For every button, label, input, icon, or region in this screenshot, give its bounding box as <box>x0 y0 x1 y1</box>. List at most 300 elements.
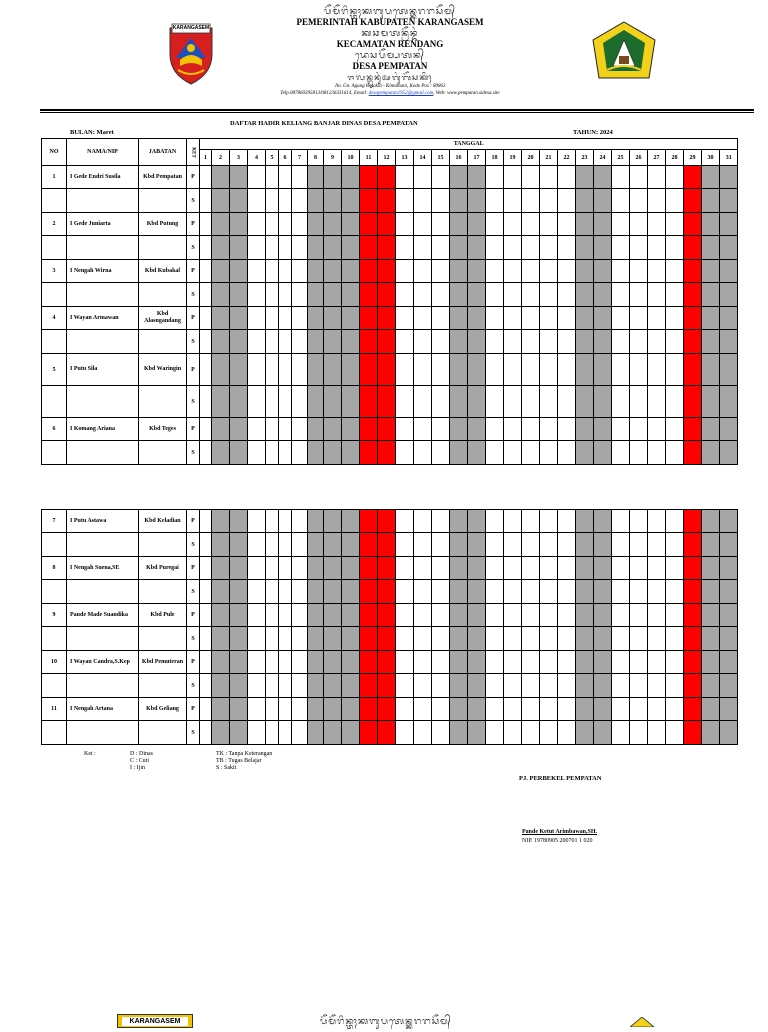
day-cell[interactable] <box>684 236 702 260</box>
day-cell[interactable] <box>360 189 378 213</box>
day-cell[interactable] <box>308 330 324 354</box>
day-cell[interactable] <box>308 721 324 745</box>
day-cell[interactable] <box>504 213 522 236</box>
day-cell[interactable] <box>266 283 279 307</box>
day-cell[interactable] <box>200 283 212 307</box>
day-cell[interactable] <box>292 557 308 580</box>
day-cell[interactable] <box>612 441 630 465</box>
day-cell[interactable] <box>378 533 396 557</box>
day-cell[interactable] <box>360 236 378 260</box>
day-cell[interactable] <box>522 533 540 557</box>
day-cell[interactable] <box>468 189 486 213</box>
day-cell[interactable] <box>702 189 720 213</box>
day-cell[interactable] <box>720 557 738 580</box>
day-cell[interactable] <box>414 283 432 307</box>
day-cell[interactable] <box>504 721 522 745</box>
day-cell[interactable] <box>279 330 292 354</box>
day-cell[interactable] <box>558 260 576 283</box>
day-cell[interactable] <box>630 189 648 213</box>
day-cell[interactable] <box>468 260 486 283</box>
day-cell[interactable] <box>576 441 594 465</box>
day-cell[interactable] <box>292 330 308 354</box>
day-cell[interactable] <box>230 698 248 721</box>
day-cell[interactable] <box>450 510 468 533</box>
day-cell[interactable] <box>720 213 738 236</box>
day-cell[interactable] <box>468 674 486 698</box>
day-cell[interactable] <box>486 189 504 213</box>
day-cell[interactable] <box>522 557 540 580</box>
day-cell[interactable] <box>504 580 522 604</box>
day-cell[interactable] <box>486 418 504 441</box>
day-cell[interactable] <box>212 510 230 533</box>
day-cell[interactable] <box>504 604 522 627</box>
day-cell[interactable] <box>576 580 594 604</box>
day-cell[interactable] <box>308 213 324 236</box>
day-cell[interactable] <box>684 604 702 627</box>
day-cell[interactable] <box>308 418 324 441</box>
day-cell[interactable] <box>648 213 666 236</box>
day-cell[interactable] <box>468 533 486 557</box>
day-cell[interactable] <box>612 283 630 307</box>
day-cell[interactable] <box>360 386 378 418</box>
day-cell[interactable] <box>666 330 684 354</box>
day-cell[interactable] <box>540 580 558 604</box>
day-cell[interactable] <box>576 651 594 674</box>
day-cell[interactable] <box>684 330 702 354</box>
day-cell[interactable] <box>594 533 612 557</box>
day-cell[interactable] <box>486 580 504 604</box>
day-cell[interactable] <box>324 674 342 698</box>
day-cell[interactable] <box>266 698 279 721</box>
day-cell[interactable] <box>666 651 684 674</box>
day-cell[interactable] <box>450 213 468 236</box>
day-cell[interactable] <box>504 166 522 189</box>
day-cell[interactable] <box>612 213 630 236</box>
day-cell[interactable] <box>666 418 684 441</box>
day-cell[interactable] <box>702 236 720 260</box>
day-cell[interactable] <box>414 698 432 721</box>
day-cell[interactable] <box>522 260 540 283</box>
day-cell[interactable] <box>594 698 612 721</box>
day-cell[interactable] <box>200 386 212 418</box>
day-cell[interactable] <box>378 721 396 745</box>
day-cell[interactable] <box>468 307 486 330</box>
day-cell[interactable] <box>558 386 576 418</box>
day-cell[interactable] <box>468 386 486 418</box>
day-cell[interactable] <box>468 698 486 721</box>
day-cell[interactable] <box>450 627 468 651</box>
day-cell[interactable] <box>292 721 308 745</box>
day-cell[interactable] <box>468 236 486 260</box>
day-cell[interactable] <box>486 283 504 307</box>
day-cell[interactable] <box>360 354 378 386</box>
day-cell[interactable] <box>450 698 468 721</box>
day-cell[interactable] <box>200 307 212 330</box>
day-cell[interactable] <box>432 604 450 627</box>
day-cell[interactable] <box>666 166 684 189</box>
day-cell[interactable] <box>324 651 342 674</box>
day-cell[interactable] <box>212 330 230 354</box>
day-cell[interactable] <box>594 604 612 627</box>
day-cell[interactable] <box>200 698 212 721</box>
day-cell[interactable] <box>279 386 292 418</box>
day-cell[interactable] <box>522 604 540 627</box>
day-cell[interactable] <box>266 510 279 533</box>
day-cell[interactable] <box>212 236 230 260</box>
day-cell[interactable] <box>308 166 324 189</box>
day-cell[interactable] <box>266 418 279 441</box>
day-cell[interactable] <box>230 213 248 236</box>
day-cell[interactable] <box>630 721 648 745</box>
day-cell[interactable] <box>594 651 612 674</box>
day-cell[interactable] <box>468 510 486 533</box>
day-cell[interactable] <box>378 307 396 330</box>
day-cell[interactable] <box>522 418 540 441</box>
day-cell[interactable] <box>594 166 612 189</box>
day-cell[interactable] <box>342 441 360 465</box>
day-cell[interactable] <box>486 330 504 354</box>
day-cell[interactable] <box>486 260 504 283</box>
day-cell[interactable] <box>684 307 702 330</box>
day-cell[interactable] <box>248 189 266 213</box>
day-cell[interactable] <box>684 283 702 307</box>
day-cell[interactable] <box>468 213 486 236</box>
day-cell[interactable] <box>279 260 292 283</box>
day-cell[interactable] <box>450 166 468 189</box>
day-cell[interactable] <box>558 604 576 627</box>
day-cell[interactable] <box>414 674 432 698</box>
day-cell[interactable] <box>702 418 720 441</box>
day-cell[interactable] <box>450 236 468 260</box>
day-cell[interactable] <box>292 674 308 698</box>
day-cell[interactable] <box>200 721 212 745</box>
day-cell[interactable] <box>266 580 279 604</box>
day-cell[interactable] <box>558 307 576 330</box>
day-cell[interactable] <box>594 721 612 745</box>
day-cell[interactable] <box>540 627 558 651</box>
day-cell[interactable] <box>360 580 378 604</box>
day-cell[interactable] <box>702 386 720 418</box>
day-cell[interactable] <box>279 166 292 189</box>
day-cell[interactable] <box>432 580 450 604</box>
day-cell[interactable] <box>630 441 648 465</box>
day-cell[interactable] <box>648 166 666 189</box>
day-cell[interactable] <box>279 604 292 627</box>
day-cell[interactable] <box>576 213 594 236</box>
day-cell[interactable] <box>266 674 279 698</box>
day-cell[interactable] <box>684 166 702 189</box>
day-cell[interactable] <box>504 354 522 386</box>
day-cell[interactable] <box>266 721 279 745</box>
day-cell[interactable] <box>576 283 594 307</box>
day-cell[interactable] <box>248 721 266 745</box>
day-cell[interactable] <box>266 604 279 627</box>
day-cell[interactable] <box>212 533 230 557</box>
day-cell[interactable] <box>432 441 450 465</box>
day-cell[interactable] <box>702 651 720 674</box>
day-cell[interactable] <box>684 386 702 418</box>
day-cell[interactable] <box>666 604 684 627</box>
day-cell[interactable] <box>630 236 648 260</box>
day-cell[interactable] <box>342 533 360 557</box>
day-cell[interactable] <box>308 698 324 721</box>
day-cell[interactable] <box>308 386 324 418</box>
day-cell[interactable] <box>212 354 230 386</box>
day-cell[interactable] <box>396 260 414 283</box>
day-cell[interactable] <box>230 580 248 604</box>
day-cell[interactable] <box>308 260 324 283</box>
day-cell[interactable] <box>684 189 702 213</box>
day-cell[interactable] <box>200 627 212 651</box>
day-cell[interactable] <box>648 627 666 651</box>
day-cell[interactable] <box>468 580 486 604</box>
day-cell[interactable] <box>720 721 738 745</box>
day-cell[interactable] <box>630 580 648 604</box>
day-cell[interactable] <box>720 698 738 721</box>
day-cell[interactable] <box>212 386 230 418</box>
day-cell[interactable] <box>576 510 594 533</box>
day-cell[interactable] <box>684 213 702 236</box>
day-cell[interactable] <box>360 627 378 651</box>
day-cell[interactable] <box>360 330 378 354</box>
day-cell[interactable] <box>666 533 684 557</box>
day-cell[interactable] <box>594 189 612 213</box>
day-cell[interactable] <box>702 510 720 533</box>
day-cell[interactable] <box>648 651 666 674</box>
day-cell[interactable] <box>486 386 504 418</box>
day-cell[interactable] <box>360 441 378 465</box>
day-cell[interactable] <box>432 557 450 580</box>
day-cell[interactable] <box>648 698 666 721</box>
day-cell[interactable] <box>308 651 324 674</box>
day-cell[interactable] <box>342 627 360 651</box>
day-cell[interactable] <box>468 354 486 386</box>
day-cell[interactable] <box>468 721 486 745</box>
day-cell[interactable] <box>648 604 666 627</box>
day-cell[interactable] <box>450 580 468 604</box>
day-cell[interactable] <box>266 386 279 418</box>
day-cell[interactable] <box>522 330 540 354</box>
day-cell[interactable] <box>612 510 630 533</box>
day-cell[interactable] <box>612 533 630 557</box>
day-cell[interactable] <box>486 354 504 386</box>
day-cell[interactable] <box>450 386 468 418</box>
day-cell[interactable] <box>266 557 279 580</box>
day-cell[interactable] <box>248 580 266 604</box>
day-cell[interactable] <box>720 651 738 674</box>
day-cell[interactable] <box>612 651 630 674</box>
day-cell[interactable] <box>378 283 396 307</box>
day-cell[interactable] <box>378 189 396 213</box>
day-cell[interactable] <box>308 580 324 604</box>
day-cell[interactable] <box>292 418 308 441</box>
day-cell[interactable] <box>522 213 540 236</box>
day-cell[interactable] <box>248 674 266 698</box>
day-cell[interactable] <box>558 330 576 354</box>
day-cell[interactable] <box>324 627 342 651</box>
day-cell[interactable] <box>486 627 504 651</box>
day-cell[interactable] <box>468 166 486 189</box>
day-cell[interactable] <box>468 283 486 307</box>
day-cell[interactable] <box>342 354 360 386</box>
day-cell[interactable] <box>396 166 414 189</box>
day-cell[interactable] <box>612 627 630 651</box>
day-cell[interactable] <box>720 418 738 441</box>
day-cell[interactable] <box>450 604 468 627</box>
day-cell[interactable] <box>558 418 576 441</box>
day-cell[interactable] <box>558 533 576 557</box>
day-cell[interactable] <box>308 533 324 557</box>
day-cell[interactable] <box>324 386 342 418</box>
day-cell[interactable] <box>292 533 308 557</box>
day-cell[interactable] <box>720 510 738 533</box>
day-cell[interactable] <box>324 330 342 354</box>
day-cell[interactable] <box>212 189 230 213</box>
day-cell[interactable] <box>432 651 450 674</box>
day-cell[interactable] <box>396 627 414 651</box>
day-cell[interactable] <box>666 441 684 465</box>
day-cell[interactable] <box>666 674 684 698</box>
day-cell[interactable] <box>558 651 576 674</box>
day-cell[interactable] <box>396 283 414 307</box>
day-cell[interactable] <box>396 236 414 260</box>
day-cell[interactable] <box>212 627 230 651</box>
day-cell[interactable] <box>378 441 396 465</box>
day-cell[interactable] <box>292 627 308 651</box>
day-cell[interactable] <box>540 533 558 557</box>
day-cell[interactable] <box>248 213 266 236</box>
day-cell[interactable] <box>648 307 666 330</box>
day-cell[interactable] <box>432 510 450 533</box>
day-cell[interactable] <box>292 386 308 418</box>
day-cell[interactable] <box>266 166 279 189</box>
day-cell[interactable] <box>230 166 248 189</box>
day-cell[interactable] <box>540 698 558 721</box>
day-cell[interactable] <box>396 213 414 236</box>
day-cell[interactable] <box>360 510 378 533</box>
day-cell[interactable] <box>576 236 594 260</box>
day-cell[interactable] <box>200 166 212 189</box>
day-cell[interactable] <box>308 510 324 533</box>
day-cell[interactable] <box>504 441 522 465</box>
day-cell[interactable] <box>432 236 450 260</box>
day-cell[interactable] <box>342 213 360 236</box>
day-cell[interactable] <box>378 418 396 441</box>
day-cell[interactable] <box>342 580 360 604</box>
day-cell[interactable] <box>230 510 248 533</box>
day-cell[interactable] <box>414 557 432 580</box>
day-cell[interactable] <box>540 189 558 213</box>
day-cell[interactable] <box>266 354 279 386</box>
day-cell[interactable] <box>666 698 684 721</box>
day-cell[interactable] <box>702 721 720 745</box>
day-cell[interactable] <box>666 189 684 213</box>
day-cell[interactable] <box>576 557 594 580</box>
day-cell[interactable] <box>432 189 450 213</box>
day-cell[interactable] <box>504 510 522 533</box>
day-cell[interactable] <box>342 386 360 418</box>
day-cell[interactable] <box>630 213 648 236</box>
day-cell[interactable] <box>522 236 540 260</box>
day-cell[interactable] <box>279 557 292 580</box>
day-cell[interactable] <box>378 674 396 698</box>
day-cell[interactable] <box>648 236 666 260</box>
day-cell[interactable] <box>612 674 630 698</box>
day-cell[interactable] <box>279 510 292 533</box>
day-cell[interactable] <box>450 283 468 307</box>
day-cell[interactable] <box>702 604 720 627</box>
day-cell[interactable] <box>720 189 738 213</box>
day-cell[interactable] <box>212 604 230 627</box>
day-cell[interactable] <box>612 307 630 330</box>
day-cell[interactable] <box>684 674 702 698</box>
day-cell[interactable] <box>702 260 720 283</box>
day-cell[interactable] <box>360 721 378 745</box>
day-cell[interactable] <box>612 418 630 441</box>
day-cell[interactable] <box>324 698 342 721</box>
day-cell[interactable] <box>292 236 308 260</box>
day-cell[interactable] <box>396 330 414 354</box>
day-cell[interactable] <box>612 698 630 721</box>
day-cell[interactable] <box>720 386 738 418</box>
day-cell[interactable] <box>432 627 450 651</box>
day-cell[interactable] <box>212 260 230 283</box>
day-cell[interactable] <box>450 533 468 557</box>
day-cell[interactable] <box>230 533 248 557</box>
day-cell[interactable] <box>504 307 522 330</box>
day-cell[interactable] <box>612 354 630 386</box>
day-cell[interactable] <box>558 674 576 698</box>
day-cell[interactable] <box>248 307 266 330</box>
day-cell[interactable] <box>594 557 612 580</box>
day-cell[interactable] <box>612 721 630 745</box>
day-cell[interactable] <box>396 189 414 213</box>
day-cell[interactable] <box>414 604 432 627</box>
day-cell[interactable] <box>432 330 450 354</box>
day-cell[interactable] <box>522 386 540 418</box>
day-cell[interactable] <box>360 166 378 189</box>
day-cell[interactable] <box>504 533 522 557</box>
day-cell[interactable] <box>230 189 248 213</box>
day-cell[interactable] <box>648 533 666 557</box>
day-cell[interactable] <box>594 510 612 533</box>
day-cell[interactable] <box>504 651 522 674</box>
day-cell[interactable] <box>266 533 279 557</box>
day-cell[interactable] <box>486 651 504 674</box>
day-cell[interactable] <box>522 307 540 330</box>
day-cell[interactable] <box>200 330 212 354</box>
day-cell[interactable] <box>212 418 230 441</box>
day-cell[interactable] <box>522 189 540 213</box>
day-cell[interactable] <box>248 418 266 441</box>
day-cell[interactable] <box>504 674 522 698</box>
day-cell[interactable] <box>414 510 432 533</box>
day-cell[interactable] <box>648 721 666 745</box>
day-cell[interactable] <box>308 354 324 386</box>
day-cell[interactable] <box>558 213 576 236</box>
day-cell[interactable] <box>522 441 540 465</box>
day-cell[interactable] <box>230 418 248 441</box>
day-cell[interactable] <box>324 721 342 745</box>
day-cell[interactable] <box>666 627 684 651</box>
day-cell[interactable] <box>720 627 738 651</box>
day-cell[interactable] <box>468 418 486 441</box>
day-cell[interactable] <box>558 627 576 651</box>
day-cell[interactable] <box>378 651 396 674</box>
day-cell[interactable] <box>540 604 558 627</box>
day-cell[interactable] <box>702 627 720 651</box>
day-cell[interactable] <box>504 260 522 283</box>
